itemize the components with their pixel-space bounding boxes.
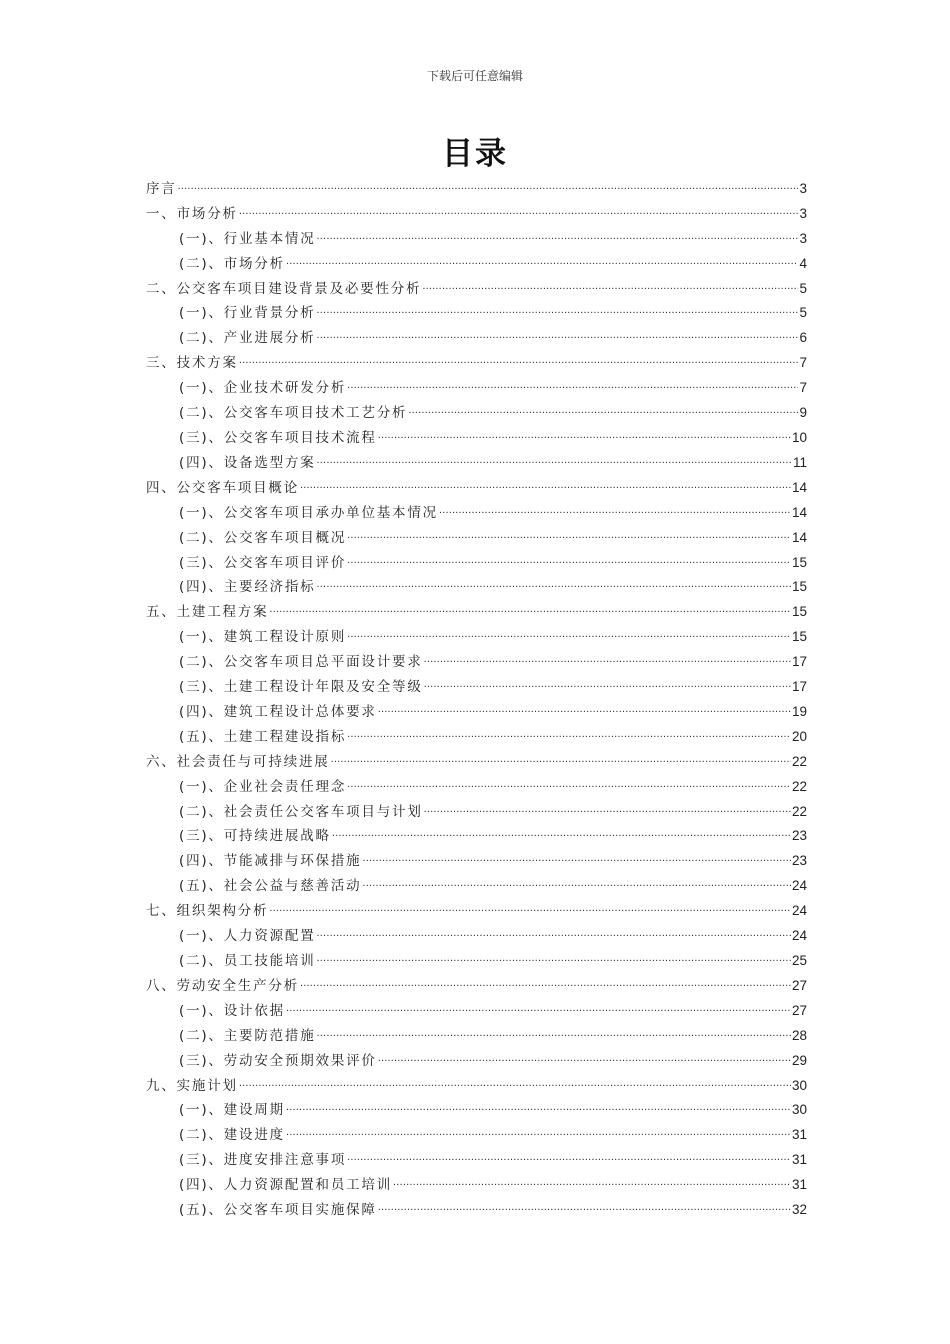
toc-entry-label: (三)、公交客车项目评价 (179, 554, 347, 571)
dot-leader (347, 725, 791, 743)
toc-entry-label: 一、市场分析 (146, 205, 238, 222)
toc-entry-label: (四)、主要经济指标 (179, 579, 316, 596)
toc-entry[interactable] (146, 1194, 807, 1219)
dot-leader (269, 899, 791, 917)
dot-leader (300, 974, 791, 992)
toc-entry[interactable] (146, 522, 807, 547)
toc-entry[interactable] (146, 1169, 807, 1194)
dot-leader (286, 1098, 791, 1116)
toc-entry-label: 四、公交客车项目概论 (146, 479, 299, 496)
toc-entry-page-number: 15 (791, 629, 807, 645)
dot-leader (317, 451, 792, 469)
toc-entry-page-number: 5 (799, 305, 807, 321)
toc-entry-page-number: 23 (791, 853, 807, 869)
toc-entry[interactable] (146, 298, 807, 323)
toc-entry-page-number: 22 (791, 778, 807, 794)
toc-entry[interactable] (146, 497, 807, 522)
dot-leader (378, 1049, 791, 1067)
toc-entry-label: 七、组织架构分析 (146, 903, 269, 920)
toc-entry-label: (四)、节能减排与环保措施 (179, 853, 362, 870)
toc-entry[interactable] (146, 1045, 807, 1070)
dot-leader (317, 575, 791, 593)
toc-title: 目录 (442, 136, 508, 172)
toc-entry-page-number: 22 (791, 803, 807, 819)
toc-entry[interactable] (146, 198, 807, 223)
toc-entry-label: (二)、主要防范措施 (179, 1027, 316, 1044)
toc-entry-page-number: 29 (791, 1052, 807, 1068)
toc-entry-label: 八、劳动安全生产分析 (146, 977, 299, 994)
dot-leader (331, 750, 791, 768)
toc-entry[interactable] (146, 1144, 807, 1169)
toc-entry-page-number: 19 (791, 703, 807, 719)
dot-leader (347, 775, 791, 793)
toc-entry[interactable] (146, 397, 807, 422)
toc-entry-page-number: 7 (799, 355, 807, 371)
dot-leader (439, 501, 791, 519)
dot-leader (239, 351, 799, 369)
toc-entry-page-number: 24 (791, 928, 807, 944)
toc-entry[interactable] (146, 273, 807, 298)
toc-entry[interactable] (146, 945, 807, 970)
toc-entry-page-number: 27 (791, 1002, 807, 1018)
table-of-contents (146, 173, 807, 1219)
toc-entry-page-number: 17 (791, 679, 807, 695)
dot-leader (286, 999, 791, 1017)
toc-entry-label: (四)、设备选型方案 (179, 454, 316, 471)
toc-entry-page-number: 11 (792, 454, 807, 470)
toc-entry-label: (二)、产业进展分析 (179, 330, 316, 347)
dot-leader (317, 924, 791, 942)
toc-entry-label: (二)、市场分析 (179, 255, 285, 272)
toc-entry-page-number: 3 (799, 180, 807, 196)
toc-entry-page-number: 28 (791, 1027, 807, 1043)
dot-leader (378, 426, 791, 444)
toc-entry-page-number: 24 (791, 903, 807, 919)
toc-entry-label: (四)、人力资源配置和员工培训 (179, 1177, 393, 1194)
toc-entry-page-number: 15 (791, 604, 807, 620)
toc-entry-page-number: 30 (791, 1077, 807, 1093)
toc-entry-label: (一)、行业背景分析 (179, 305, 316, 322)
dot-leader (178, 177, 799, 195)
toc-entry[interactable] (146, 547, 807, 572)
toc-entry-label: (三)、进度安排注意事项 (179, 1152, 347, 1169)
toc-entry[interactable] (146, 646, 807, 671)
dot-leader (269, 600, 791, 618)
toc-entry-label: 三、技术方案 (146, 355, 238, 372)
toc-entry[interactable] (146, 1070, 807, 1095)
toc-entry-page-number: 14 (791, 529, 807, 545)
dot-leader (239, 1074, 791, 1092)
toc-entry-page-number: 6 (799, 330, 807, 346)
dot-leader (347, 376, 798, 394)
toc-entry[interactable] (146, 845, 807, 870)
dot-leader (300, 476, 791, 494)
dot-leader (424, 800, 791, 818)
toc-entry-label: (三)、土建工程设计年限及安全等级 (179, 679, 423, 696)
toc-entry[interactable] (146, 1119, 807, 1144)
toc-entry-label: (二)、公交客车项目技术工艺分析 (179, 405, 408, 422)
toc-entry[interactable] (146, 796, 807, 821)
toc-entry-page-number: 9 (799, 405, 807, 421)
toc-entry-label: (一)、公交客车项目承办单位基本情况 (179, 504, 438, 521)
toc-entry[interactable] (146, 671, 807, 696)
toc-entry[interactable] (146, 771, 807, 796)
toc-entry-page-number: 32 (791, 1202, 807, 1218)
toc-entry-label: 九、实施计划 (146, 1077, 238, 1094)
toc-entry[interactable] (146, 621, 807, 646)
toc-entry-page-number: 23 (791, 828, 807, 844)
toc-entry-label: (三)、劳动安全预期效果评价 (179, 1052, 377, 1069)
toc-entry-page-number: 3 (799, 205, 807, 221)
toc-entry[interactable] (146, 347, 807, 372)
dot-leader (378, 700, 791, 718)
dot-leader (239, 202, 799, 220)
toc-entry-label: (四)、建筑工程设计总体要求 (179, 703, 377, 720)
dot-leader (347, 1148, 791, 1166)
toc-entry-label: (三)、可持续进展战略 (179, 828, 331, 845)
toc-entry-label: (二)、社会责任公交客车项目与计划 (179, 803, 423, 820)
toc-entry[interactable] (146, 895, 807, 920)
toc-entry-label: 序言 (146, 180, 177, 197)
toc-entry[interactable] (146, 721, 807, 746)
toc-entry[interactable] (146, 596, 807, 621)
toc-entry-page-number: 3 (799, 230, 807, 246)
toc-entry-label: (五)、土建工程建设指标 (179, 728, 347, 745)
toc-entry-label: (一)、设计依据 (179, 1002, 285, 1019)
dot-leader (347, 551, 791, 569)
dot-leader (332, 824, 791, 842)
toc-entry-page-number: 31 (791, 1177, 807, 1193)
dot-leader (347, 526, 791, 544)
dot-leader (408, 401, 798, 419)
toc-entry[interactable] (146, 920, 807, 945)
toc-entry-label: (二)、公交客车项目总平面设计要求 (179, 654, 423, 671)
toc-entry[interactable] (146, 821, 807, 846)
toc-entry-label: (一)、建筑工程设计原则 (179, 629, 347, 646)
toc-entry-label: 二、公交客车项目建设背景及必要性分析 (146, 280, 422, 297)
toc-entry[interactable] (146, 1095, 807, 1120)
dot-leader (317, 949, 791, 967)
dot-leader (317, 227, 799, 245)
dot-leader (362, 874, 791, 892)
toc-entry-label: (二)、公交客车项目概况 (179, 529, 347, 546)
toc-entry-label: 五、土建工程方案 (146, 604, 269, 621)
dot-leader (424, 675, 791, 693)
toc-entry[interactable] (146, 447, 807, 472)
dot-leader (317, 1024, 791, 1042)
toc-entry[interactable] (146, 1020, 807, 1045)
toc-entry-page-number: 14 (791, 504, 807, 520)
dot-leader (286, 1123, 791, 1141)
toc-entry-label: (一)、企业技术研发分析 (179, 380, 347, 397)
dot-leader (317, 326, 799, 344)
toc-entry-page-number: 15 (791, 579, 807, 595)
toc-entry-page-number: 14 (791, 479, 807, 495)
toc-entry-label: (二)、员工技能培训 (179, 953, 316, 969)
toc-entry[interactable] (146, 422, 807, 447)
toc-entry-page-number: 20 (791, 728, 807, 744)
page-header-note: 下载后可任意编辑 (426, 69, 523, 83)
dot-leader (286, 252, 799, 270)
toc-entry-page-number: 17 (791, 654, 807, 670)
toc-entry-label: (二)、建设进度 (179, 1127, 285, 1144)
toc-entry[interactable] (146, 223, 807, 248)
toc-entry-page-number: 4 (799, 255, 807, 271)
toc-entry-page-number: 25 (791, 953, 807, 968)
toc-entry[interactable] (146, 970, 807, 995)
toc-entry-page-number: 31 (791, 1152, 807, 1168)
dot-leader (424, 650, 791, 668)
toc-entry-label: (三)、公交客车项目技术流程 (179, 429, 377, 446)
dot-leader (347, 625, 791, 643)
toc-entry[interactable] (146, 696, 807, 721)
toc-entry-label: 六、社会责任与可持续进展 (146, 753, 330, 770)
toc-entry-label: (五)、社会公益与慈善活动 (179, 878, 362, 895)
toc-entry[interactable] (146, 746, 807, 771)
dot-leader (393, 1173, 791, 1191)
toc-entry-page-number: 15 (791, 554, 807, 570)
dot-leader (362, 849, 791, 867)
toc-entry[interactable] (146, 870, 807, 895)
toc-entry-label: (一)、企业社会责任理念 (179, 778, 347, 795)
toc-entry[interactable] (146, 322, 807, 347)
toc-entry-page-number: 27 (791, 977, 807, 993)
toc-entry[interactable] (146, 248, 807, 273)
toc-entry[interactable] (146, 572, 807, 597)
toc-entry[interactable] (146, 472, 807, 497)
toc-entry-label: (一)、行业基本情况 (179, 230, 316, 247)
toc-entry-page-number: 30 (791, 1102, 807, 1118)
toc-entry[interactable] (146, 173, 807, 198)
toc-entry[interactable] (146, 372, 807, 397)
toc-entry-label: (五)、公交客车项目实施保障 (179, 1202, 377, 1219)
toc-entry-page-number: 31 (791, 1127, 807, 1143)
toc-entry-page-number: 22 (791, 753, 807, 769)
toc-entry-page-number: 5 (799, 280, 807, 296)
dot-leader (317, 301, 799, 319)
dot-leader (422, 277, 798, 295)
toc-entry-page-number: 10 (791, 429, 807, 445)
toc-entry-label: (一)、建设周期 (179, 1102, 285, 1119)
toc-entry-page-number: 24 (791, 878, 807, 894)
dot-leader (378, 1198, 791, 1216)
toc-entry-page-number: 7 (799, 380, 807, 396)
toc-entry[interactable] (146, 995, 807, 1020)
toc-entry-label: (一)、人力资源配置 (179, 928, 316, 945)
